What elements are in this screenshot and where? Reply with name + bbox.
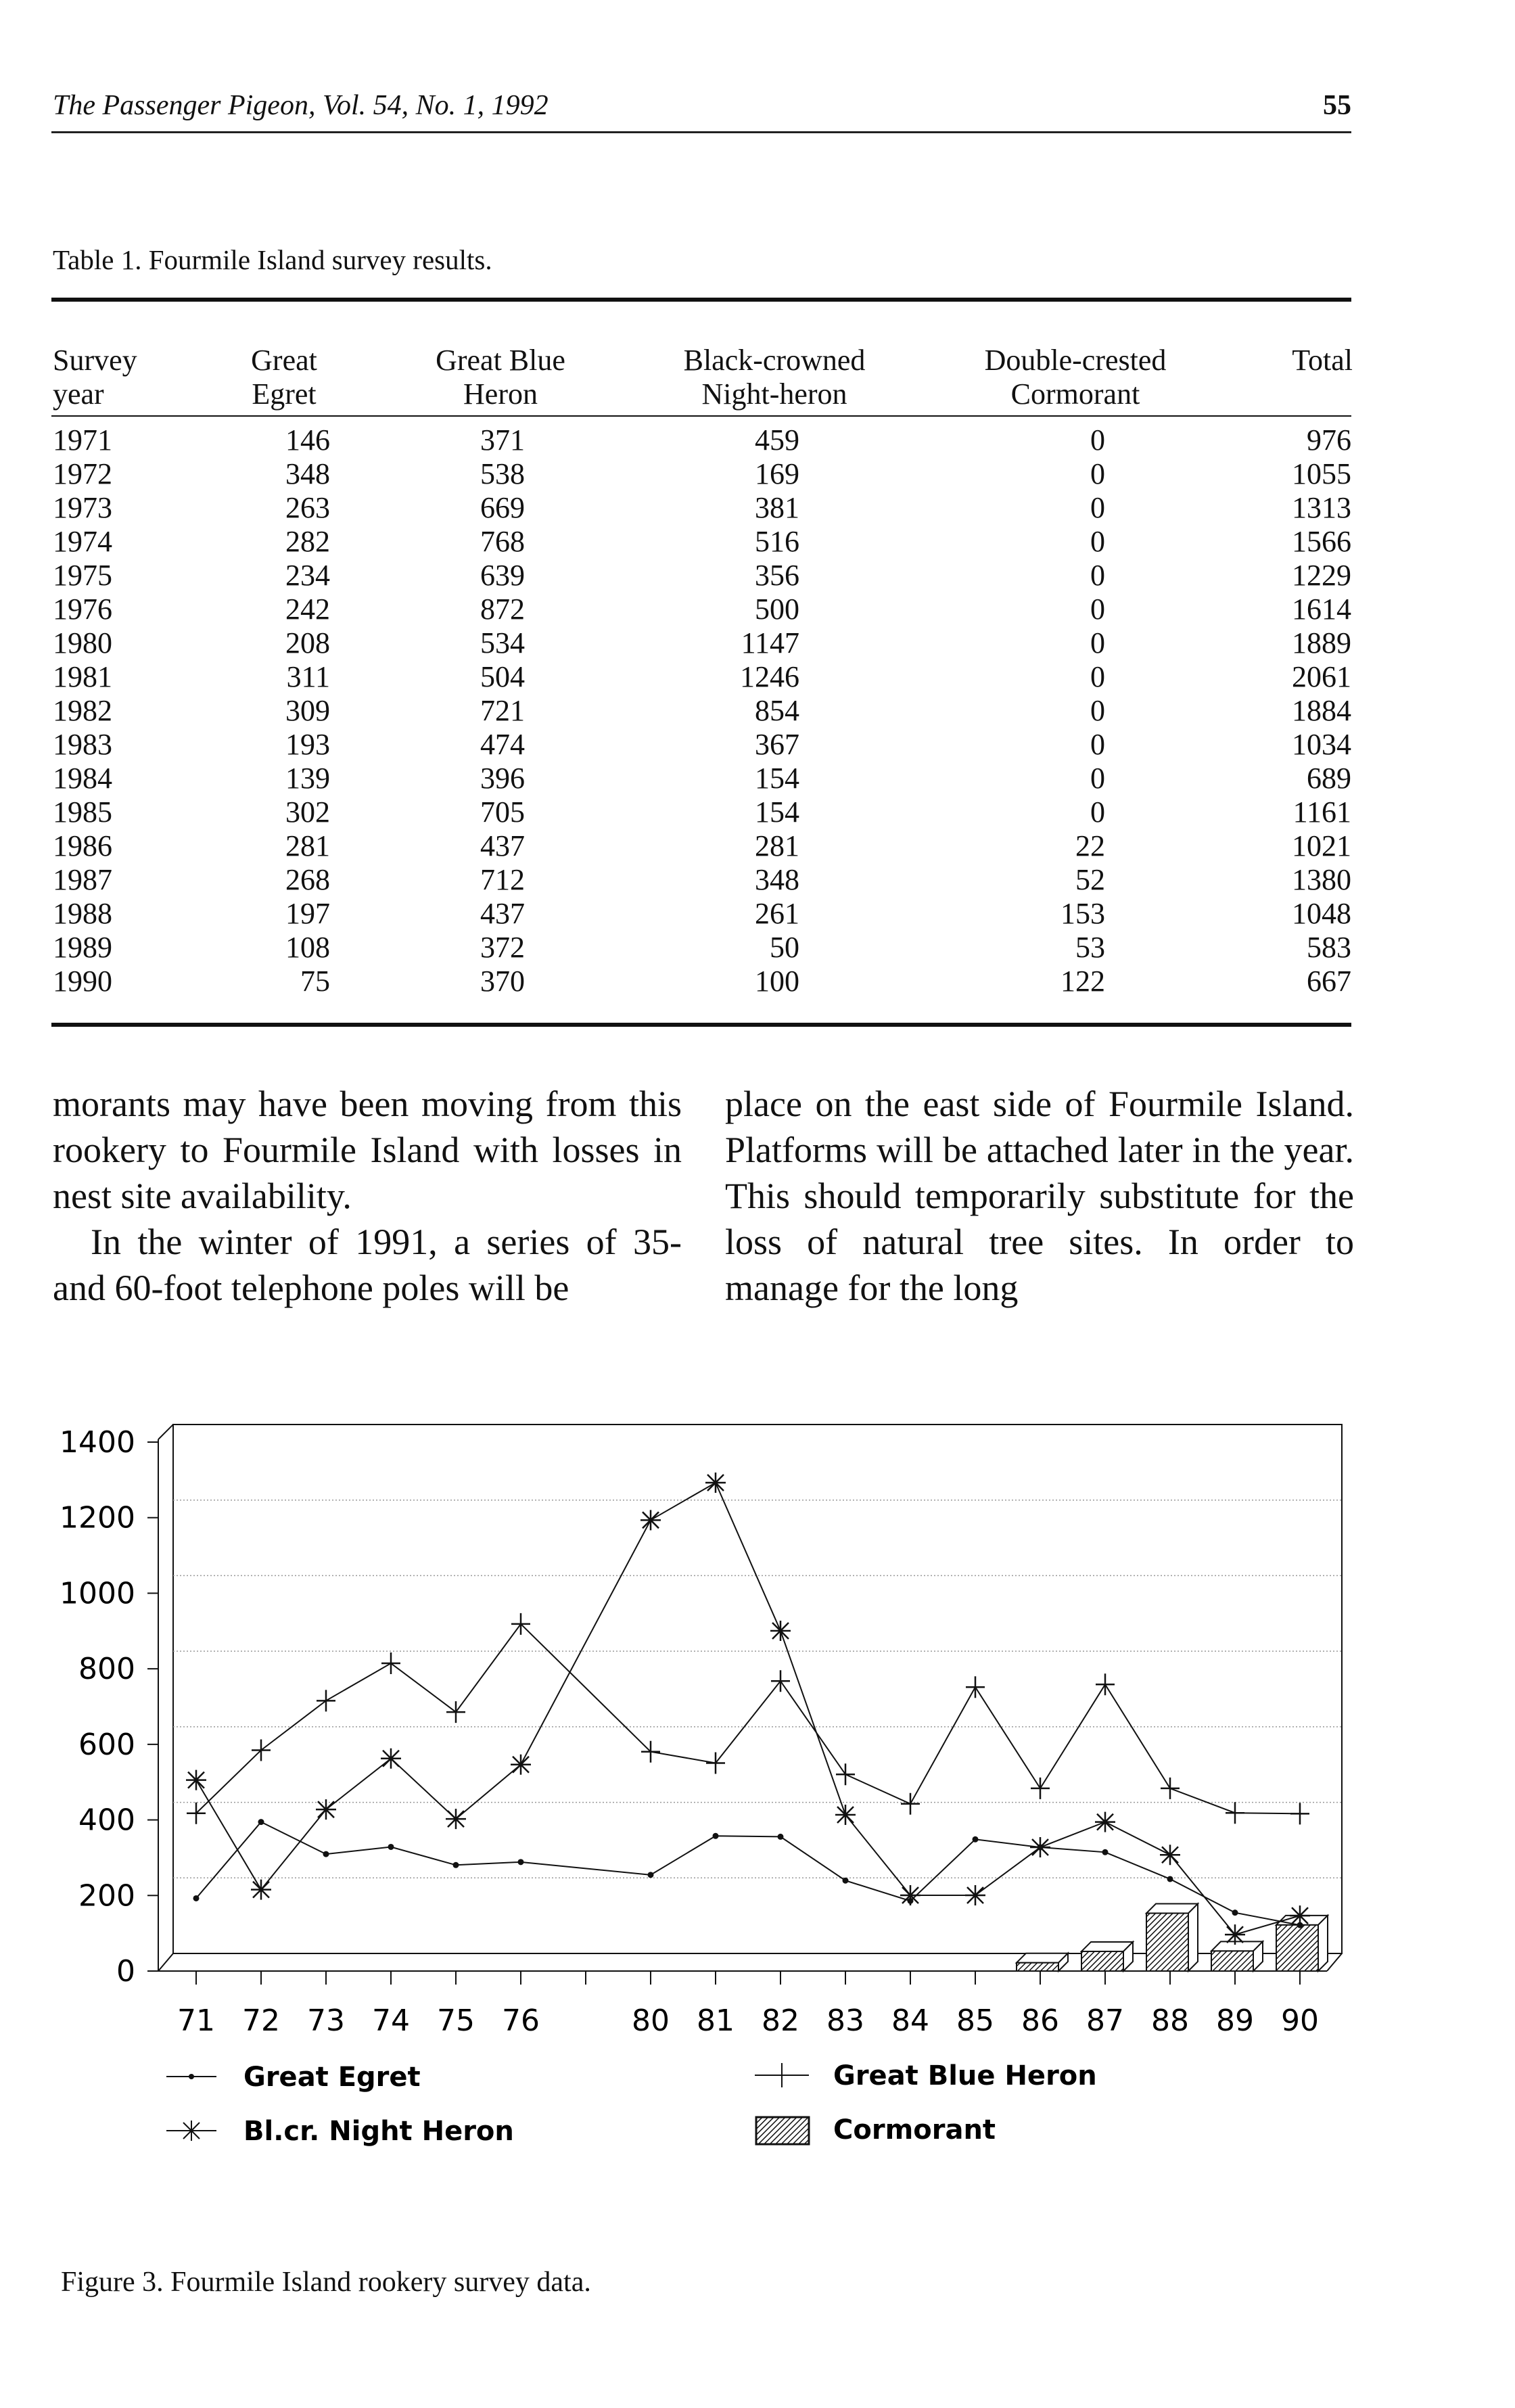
table-cell-year: 1981	[53, 660, 112, 693]
table-cell: 500	[755, 593, 799, 626]
table-cell: 0	[1090, 491, 1105, 524]
table-cell: 100	[755, 965, 799, 998]
table-header-year: Survey year	[53, 344, 137, 411]
table-cell: 75	[300, 965, 330, 998]
table-cell: 768	[480, 525, 525, 558]
body-paragraph: In the winter of 1991, a series of 35- and 60-foot telephone poles will be	[53, 1222, 682, 1308]
table-cell: 348	[285, 457, 330, 490]
figure-caption: Figure 3. Fourmile Island rookery survey data.	[61, 2267, 591, 2298]
night-heron-point	[186, 1770, 206, 1790]
y-tick-label: 1200	[60, 1500, 135, 1535]
table-cell-year: 1990	[53, 965, 112, 998]
table-cell: 0	[1090, 762, 1105, 795]
night-heron-point	[1095, 1812, 1115, 1832]
table-cell: 1147	[741, 626, 799, 659]
egret-point	[1167, 1876, 1173, 1882]
night-heron-point	[835, 1805, 856, 1825]
table-cell: 348	[755, 863, 799, 896]
heron-point	[966, 1676, 985, 1698]
table-cell: 534	[480, 626, 525, 659]
table-cell: 234	[285, 559, 330, 592]
table-cell: 0	[1090, 593, 1105, 626]
x-tick-label: 75	[437, 2004, 475, 2038]
y-tick-label: 800	[78, 1652, 135, 1687]
x-tick-label: 81	[697, 2004, 735, 2038]
legend-egret-marker	[189, 2074, 194, 2079]
table-cell: 2061	[1292, 660, 1351, 693]
chart-frame-edge	[158, 1425, 173, 1439]
table-cell: 474	[480, 728, 525, 761]
y-tick-label: 200	[78, 1878, 135, 1914]
table-cell: 0	[1090, 457, 1105, 490]
x-tick-label: 83	[826, 2004, 864, 2038]
egret-point	[778, 1834, 784, 1840]
table-cell: 1566	[1292, 525, 1351, 558]
table-cell: 197	[285, 897, 330, 930]
table-cell-year: 1989	[53, 931, 112, 964]
cormorant-bar	[1146, 1914, 1188, 1971]
table-caption: Table 1. Fourmile Island survey results.	[53, 244, 492, 275]
heron-point	[1096, 1673, 1115, 1695]
table-cell: 712	[480, 863, 525, 896]
table-cell-year: 1974	[53, 525, 112, 558]
night-heron-point	[381, 1749, 401, 1769]
heron-point	[1290, 1803, 1309, 1824]
egret-point	[193, 1895, 200, 1901]
x-tick-label: 87	[1086, 2004, 1124, 2038]
table-cell: 22	[1075, 829, 1105, 862]
table-cell: 309	[285, 694, 330, 727]
x-tick-label: 74	[372, 2004, 410, 2038]
table-cell: 370	[480, 965, 525, 998]
table-cell-year: 1987	[53, 863, 112, 896]
table-cell: 281	[755, 829, 799, 862]
table-cell-year: 1973	[53, 491, 112, 524]
table-cell-year: 1983	[53, 728, 112, 761]
table-cell: 372	[480, 931, 525, 964]
x-tick-label: 80	[632, 2004, 670, 2038]
x-tick-label: 76	[502, 2004, 540, 2038]
night-heron-point	[511, 1755, 531, 1775]
table-cell: 50	[770, 931, 799, 964]
cormorant-bar-side	[1318, 1916, 1328, 1971]
table-cell: 1313	[1292, 491, 1351, 524]
table-cell-year: 1976	[53, 593, 112, 626]
legend-cormorant-swatch	[756, 2117, 809, 2144]
table-cell: 0	[1090, 660, 1105, 693]
heron-point	[446, 1701, 465, 1723]
heron-point	[1226, 1802, 1244, 1824]
table-cell: 1055	[1292, 457, 1351, 490]
night-heron-point	[900, 1885, 920, 1905]
table-cell: 0	[1090, 694, 1105, 727]
table-cell: 263	[285, 491, 330, 524]
table-cell: 0	[1090, 423, 1105, 457]
table-cell: 459	[755, 423, 799, 457]
table-cell: 1614	[1292, 593, 1351, 626]
table-cell: 504	[480, 660, 525, 693]
table-bottom-rule	[51, 1023, 1351, 1027]
table-cell: 0	[1090, 728, 1105, 761]
table-cell: 1884	[1292, 694, 1351, 727]
table-cell: 371	[480, 423, 525, 457]
table-cell: 52	[1075, 863, 1105, 896]
heron-point	[187, 1803, 206, 1824]
table-cell: 1380	[1292, 863, 1351, 896]
night-heron-point	[251, 1880, 271, 1900]
series-line-plus	[196, 1624, 1300, 1813]
egret-point	[1102, 1849, 1109, 1855]
table-cell: 153	[1060, 897, 1105, 930]
table-cell: 139	[285, 762, 330, 795]
table-cell-year: 1984	[53, 762, 112, 795]
table-cell: 146	[285, 423, 330, 457]
x-tick-label: 82	[762, 2004, 799, 2038]
table-cell: 208	[285, 626, 330, 659]
table-header-egret: Great Egret	[251, 344, 317, 411]
table-cell: 689	[1307, 762, 1351, 795]
x-tick-label: 71	[177, 2004, 215, 2038]
table-header-night-heron: Black-crowned Night-heron	[683, 344, 866, 411]
table-cell: 705	[480, 795, 525, 829]
table-cell: 302	[285, 795, 330, 829]
egret-point	[1232, 1909, 1238, 1916]
x-tick-label: 73	[307, 2004, 345, 2038]
body-paragraph: place on the east side of Fourmile Island. Platforms will be attached later in the year. This should temporarily substitute for the loss of natural tree sites. In order to manage for the long	[725, 1084, 1354, 1308]
table-cell: 193	[285, 728, 330, 761]
table-cell: 1246	[740, 660, 799, 693]
legend-heron-label: Great Blue Heron	[833, 2060, 1097, 2091]
egret-point	[258, 1819, 264, 1825]
egret-point	[518, 1859, 524, 1865]
table-cell: 1889	[1292, 626, 1351, 659]
table-cell: 538	[480, 457, 525, 490]
heron-point	[252, 1739, 271, 1761]
cormorant-bar-side	[1188, 1904, 1198, 1971]
egret-point	[453, 1862, 459, 1868]
rookery-chart	[0, 1387, 1515, 2239]
x-tick-label: 86	[1021, 2004, 1059, 2038]
heron-point	[317, 1690, 335, 1711]
table-cell: 381	[755, 491, 799, 524]
cormorant-bar	[1081, 1951, 1123, 1971]
table-cell: 261	[755, 897, 799, 930]
night-heron-point	[770, 1621, 791, 1641]
table-cell: 169	[755, 457, 799, 490]
egret-point	[843, 1878, 849, 1884]
egret-point	[973, 1836, 979, 1843]
night-heron-point	[1225, 1924, 1245, 1945]
table-cell: 854	[755, 694, 799, 727]
y-tick-label: 1400	[60, 1425, 135, 1460]
legend-night-heron-marker	[181, 2121, 202, 2141]
table-cell: 154	[755, 795, 799, 829]
night-heron-point	[965, 1885, 985, 1905]
legend-egret-label: Great Egret	[243, 2062, 421, 2093]
cormorant-bar	[1276, 1925, 1318, 1971]
night-heron-point	[1290, 1905, 1310, 1926]
table-cell-year: 1971	[53, 423, 112, 457]
table-cell: 0	[1090, 525, 1105, 558]
table-cell: 669	[480, 491, 525, 524]
body-paragraph: morants may have been moving from this rookery to Fourmile Island with losses in nest site availability.	[53, 1084, 682, 1216]
cormorant-bar	[1211, 1951, 1253, 1971]
table-cell-year: 1986	[53, 829, 112, 862]
table-cell-year: 1985	[53, 795, 112, 829]
table-cell-year: 1975	[53, 559, 112, 592]
table-cell: 242	[285, 593, 330, 626]
heron-point	[641, 1741, 660, 1763]
y-tick-label: 1000	[60, 1576, 135, 1611]
table-cell: 108	[285, 931, 330, 964]
table-cell: 437	[480, 897, 525, 930]
x-tick-label: 89	[1216, 2004, 1254, 2038]
egret-point	[323, 1851, 329, 1857]
chart-frame-edge	[1327, 1953, 1342, 1971]
x-tick-label: 85	[956, 2004, 994, 2038]
egret-point	[713, 1833, 719, 1839]
table-header-heron: Great Blue Heron	[436, 344, 565, 411]
body-text-left	[53, 1081, 682, 1311]
table-cell: 1021	[1292, 829, 1351, 862]
table-cell: 872	[480, 593, 525, 626]
series-line-asterisk	[196, 1483, 1300, 1935]
table-cell: 396	[480, 762, 525, 795]
y-tick-label: 600	[78, 1727, 135, 1762]
table-cell: 154	[755, 762, 799, 795]
x-tick-label: 88	[1151, 2004, 1189, 2038]
table-cell: 516	[755, 525, 799, 558]
table-cell: 53	[1075, 931, 1105, 964]
heron-point	[901, 1793, 920, 1815]
table-cell: 437	[480, 829, 525, 862]
table-cell: 976	[1307, 423, 1351, 457]
y-tick-label: 0	[116, 1954, 135, 1989]
cormorant-bar	[1017, 1963, 1058, 1971]
table-cell: 268	[285, 863, 330, 896]
x-tick-label: 84	[891, 2004, 929, 2038]
night-heron-point	[640, 1510, 661, 1530]
table-cell: 721	[480, 694, 525, 727]
table-cell: 0	[1090, 795, 1105, 829]
table-cell: 639	[480, 559, 525, 592]
heron-point	[1161, 1778, 1180, 1799]
legend-cormorant-label: Cormorant	[833, 2114, 996, 2146]
table-cell: 282	[285, 525, 330, 558]
table-cell-year: 1980	[53, 626, 112, 659]
chart-back-panel	[173, 1425, 1342, 1953]
table-header-cormorant: Double-crested Cormorant	[984, 344, 1167, 411]
legend-night-heron-label: Bl.cr. Night Heron	[243, 2116, 514, 2147]
table-cell: 1229	[1292, 559, 1351, 592]
heron-point	[1031, 1778, 1050, 1799]
table-cell: 367	[755, 728, 799, 761]
table-cell: 1034	[1292, 728, 1351, 761]
night-heron-point	[316, 1799, 336, 1820]
body-text-right	[725, 1081, 1354, 1311]
table-cell-year: 1988	[53, 897, 112, 930]
table-cell: 0	[1090, 626, 1105, 659]
egret-point	[388, 1844, 394, 1850]
table-cell: 583	[1307, 931, 1351, 964]
table-cell: 122	[1060, 965, 1105, 998]
table-header-total: Total	[1292, 344, 1353, 377]
table-cell: 0	[1090, 559, 1105, 592]
night-heron-point	[1030, 1837, 1050, 1857]
table-cell: 311	[286, 660, 330, 693]
heron-point	[511, 1613, 530, 1635]
y-tick-label: 400	[78, 1803, 135, 1838]
journal-header: The Passenger Pigeon, Vol. 54, No. 1, 1992	[53, 90, 549, 121]
table-top-rule	[51, 298, 1351, 302]
table-cell-year: 1982	[53, 694, 112, 727]
table-cell: 667	[1307, 965, 1351, 998]
table-cell: 1048	[1292, 897, 1351, 930]
table-cell: 281	[285, 829, 330, 862]
chart-frame-edge	[158, 1953, 173, 1971]
night-heron-point	[446, 1809, 466, 1829]
x-tick-label: 72	[242, 2004, 280, 2038]
night-heron-point	[1160, 1845, 1180, 1865]
table-header-rule	[51, 415, 1351, 417]
header-rule	[51, 131, 1351, 133]
egret-point	[648, 1872, 654, 1878]
heron-point	[836, 1763, 855, 1785]
table-cell-year: 1972	[53, 457, 112, 490]
table-cell: 356	[755, 559, 799, 592]
x-tick-label: 90	[1281, 2004, 1319, 2038]
table-cell: 1161	[1292, 795, 1351, 829]
heron-point	[381, 1652, 400, 1674]
night-heron-point	[705, 1473, 726, 1493]
page-number: 55	[1323, 90, 1351, 121]
